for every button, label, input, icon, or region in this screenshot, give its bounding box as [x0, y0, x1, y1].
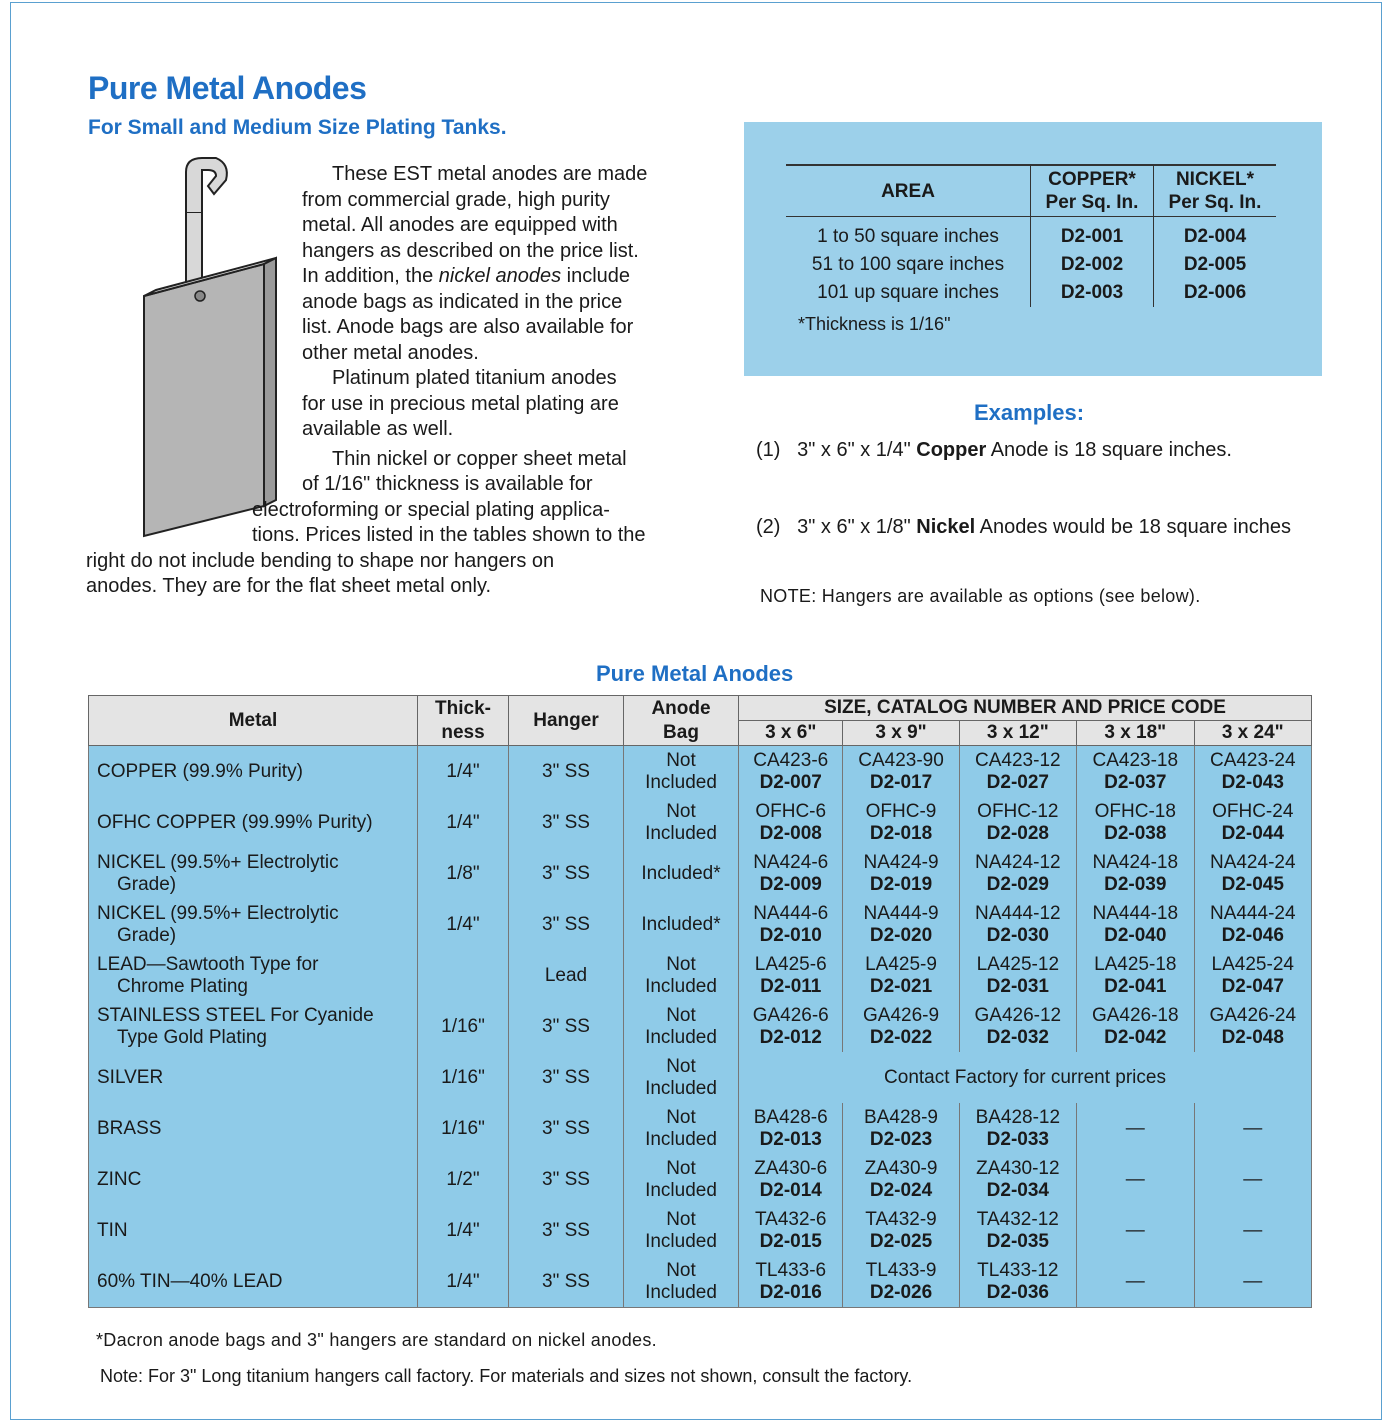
catalog-cell: GA426-12 D2-032 — [959, 1001, 1076, 1052]
hanger-cell: 3" SS — [509, 746, 624, 798]
catalog-cell: — — [1194, 1205, 1312, 1256]
catalog-cell: CA423-90 D2-017 — [843, 746, 959, 798]
catalog-cell: GA426-18 D2-042 — [1077, 1001, 1194, 1052]
catalog-cell: TL433-9 D2-026 — [843, 1256, 959, 1308]
nickel-header: NICKEL* Per Sq. In. — [1154, 165, 1277, 217]
example-2: (2) 3" x 6" x 1/8" Nickel Anodes would be 18 square inches — [756, 516, 1291, 538]
nickel-code: D2-005 — [1154, 251, 1277, 279]
catalog-cell: TA432-12 D2-035 — [959, 1205, 1076, 1256]
intro-line: for use in precious metal plating are — [302, 392, 619, 415]
anode-bag-cell: Not Included — [624, 1052, 739, 1103]
thickness-cell: 1/4" — [418, 899, 509, 950]
catalog-cell: CA423-12 D2-027 — [959, 746, 1076, 798]
catalog-cell: CA423-18 D2-037 — [1077, 746, 1194, 798]
metal-cell: 60% TIN—40% LEAD — [89, 1256, 418, 1308]
catalog-cell: — — [1077, 1256, 1194, 1308]
table-row — [89, 746, 1312, 798]
size-header: 3 x 24" — [1194, 721, 1312, 746]
metal-cell: NICKEL (99.5%+ Electrolytic Grade) — [89, 848, 418, 899]
size-header: 3 x 12" — [959, 721, 1076, 746]
examples-title: Examples: — [974, 400, 1085, 425]
intro-line: hangers as described on the price list. — [302, 239, 639, 262]
intro-line: right do not include bending to shape nor hangers on — [86, 549, 555, 572]
catalog-cell: CA423-6 D2-007 — [739, 746, 843, 798]
anode-bag-cell: Not Included — [624, 746, 739, 798]
copper-code: D2-001 — [1031, 217, 1154, 252]
catalog-cell: GA426-6 D2-012 — [739, 1001, 843, 1052]
thickness-cell: 1/4" — [418, 1256, 509, 1308]
thickness-cell: 1/4" — [418, 746, 509, 798]
intro-line: anode bags as indicated in the price — [302, 290, 623, 313]
anode-bag-cell: Included* — [624, 899, 739, 950]
thickness-cell: 1/2" — [418, 1154, 509, 1205]
catalog-cell: NA444-9 D2-020 — [843, 899, 959, 950]
intro-line: of 1/16" thickness is available for — [302, 473, 593, 495]
area-row — [786, 217, 1276, 252]
hangers-note: NOTE: Hangers are available as options (see below). — [760, 586, 1201, 606]
catalog-cell: BA428-9 D2-023 — [843, 1103, 959, 1154]
catalog-cell: NA424-6 D2-009 — [739, 848, 843, 899]
area-row — [786, 251, 1276, 279]
catalog-cell: OFHC-6 D2-008 — [739, 797, 843, 848]
hanger-cell: 3" SS — [509, 848, 624, 899]
thickness-cell: 1/16" — [418, 1103, 509, 1154]
size-header: 3 x 6" — [739, 721, 843, 746]
intro-text — [86, 162, 686, 600]
catalog-cell: OFHC-18 D2-038 — [1077, 797, 1194, 848]
page-subtitle: For Small and Medium Size Plating Tanks. — [88, 116, 507, 139]
thickness-cell — [418, 950, 509, 1001]
intro-line: anodes. They are for the flat sheet metal only. — [86, 575, 492, 597]
table-row — [89, 1001, 1312, 1052]
copper-code: D2-003 — [1031, 279, 1154, 307]
anode-bag-cell: Not Included — [624, 1103, 739, 1154]
anode-bag-cell: Not Included — [624, 797, 739, 848]
hanger-cell: Lead — [509, 950, 624, 1001]
footnote-bags: *Dacron anode bags and 3" hangers are standard on nickel anodes. — [96, 1330, 657, 1350]
intro-line: metal. All anodes are equipped with — [302, 214, 618, 236]
hanger-cell: 3" SS — [509, 1256, 624, 1308]
catalog-cell: — — [1194, 1256, 1312, 1308]
catalog-cell: — — [1194, 1154, 1312, 1205]
table-row — [89, 1205, 1312, 1256]
intro-line: In addition, the nickel anodes include — [302, 265, 631, 287]
intro-line: from commercial grade, high purity — [302, 188, 610, 211]
table-row — [89, 950, 1312, 1001]
table-row — [89, 899, 1312, 950]
catalog-cell: LA425-18 D2-041 — [1077, 950, 1194, 1001]
footnote-titanium: Note: For 3" Long titanium hangers call factory. For materials and sizes not shown, consult the factory. — [100, 1366, 913, 1386]
table-row — [89, 1052, 1312, 1103]
nickel-code: D2-004 — [1154, 217, 1277, 252]
hanger-cell: 3" SS — [509, 797, 624, 848]
catalog-cell: NA424-9 D2-019 — [843, 848, 959, 899]
catalog-cell: LA425-9 D2-021 — [843, 950, 959, 1001]
catalog-cell: LA425-6 D2-011 — [739, 950, 843, 1001]
anode-bag-cell: Not Included — [624, 1001, 739, 1052]
area-range: 51 to 100 sqare inches — [811, 254, 1005, 275]
catalog-cell: OFHC-9 D2-018 — [843, 797, 959, 848]
metal-cell: SILVER — [89, 1052, 418, 1103]
hanger-cell: 3" SS — [509, 899, 624, 950]
copper-code: D2-002 — [1031, 251, 1154, 279]
catalog-cell: TL433-12 D2-036 — [959, 1256, 1076, 1308]
catalog-cell: GA426-24 D2-048 — [1194, 1001, 1312, 1052]
intro-line: available as well. — [302, 418, 454, 440]
pure-metal-anodes-table — [88, 695, 1312, 1308]
anode-bag-cell: Included* — [624, 848, 739, 899]
catalog-cell: — — [1077, 1103, 1194, 1154]
catalog-cell: ZA430-12 D2-034 — [959, 1154, 1076, 1205]
table-row — [89, 1256, 1312, 1308]
catalog-cell: BA428-6 D2-013 — [739, 1103, 843, 1154]
catalog-cell: NA444-6 D2-010 — [739, 899, 843, 950]
catalog-cell: TA432-6 D2-015 — [739, 1205, 843, 1256]
copper-header: COPPER* Per Sq. In. — [1031, 165, 1154, 217]
area-header: AREA — [786, 165, 1031, 217]
anode-bag-cell: Not Included — [624, 1205, 739, 1256]
metal-cell: TIN — [89, 1205, 418, 1256]
intro-line: list. Anode bags are also available for — [302, 316, 634, 338]
area-row — [786, 279, 1276, 307]
hanger-header: Hanger — [509, 696, 624, 746]
area-footnote: *Thickness is 1/16" — [798, 314, 951, 334]
catalog-cell: LA425-24 D2-047 — [1194, 950, 1312, 1001]
contact-factory-cell: Contact Factory for current prices — [739, 1052, 1312, 1103]
thickness-cell: 1/4" — [418, 1205, 509, 1256]
catalog-cell: — — [1194, 1103, 1312, 1154]
intro-line: other metal anodes. — [302, 341, 479, 364]
catalog-cell: NA424-24 D2-045 — [1194, 848, 1312, 899]
catalog-cell: TL433-6 D2-016 — [739, 1256, 843, 1308]
area-price-table — [786, 164, 1276, 307]
catalog-cell: ZA430-9 D2-024 — [843, 1154, 959, 1205]
hanger-cell: 3" SS — [509, 1052, 624, 1103]
table-row — [89, 797, 1312, 848]
thickness-header: Thick- ness — [418, 696, 509, 746]
hanger-cell: 3" SS — [509, 1154, 624, 1205]
metal-cell: ZINC — [89, 1154, 418, 1205]
table-row — [89, 1103, 1312, 1154]
catalog-cell: TA432-9 D2-025 — [843, 1205, 959, 1256]
catalog-cell: GA426-9 D2-022 — [843, 1001, 959, 1052]
catalog-cell: NA424-12 D2-029 — [959, 848, 1076, 899]
metal-cell: BRASS — [89, 1103, 418, 1154]
catalog-cell: LA425-12 D2-031 — [959, 950, 1076, 1001]
catalog-cell: OFHC-12 D2-028 — [959, 797, 1076, 848]
catalog-cell: ZA430-6 D2-014 — [739, 1154, 843, 1205]
page-title: Pure Metal Anodes — [88, 70, 367, 106]
thickness-cell: 1/8" — [418, 848, 509, 899]
anode-bag-header: Anode Bag — [624, 696, 739, 746]
intro-line: These EST metal anodes are made — [332, 163, 648, 185]
table-row — [89, 1154, 1312, 1205]
metal-cell: LEAD—Sawtooth Type for Chrome Plating — [89, 950, 418, 1001]
thickness-cell: 1/4" — [418, 797, 509, 848]
intro-line: electroforming or special plating applica- — [252, 498, 610, 521]
hanger-cell: 3" SS — [509, 1103, 624, 1154]
anode-bag-cell: Not Included — [624, 950, 739, 1001]
hanger-cell: 3" SS — [509, 1205, 624, 1256]
size-group-header: SIZE, CATALOG NUMBER AND PRICE CODE — [739, 696, 1312, 721]
intro-line: Platinum plated titanium anodes — [332, 367, 617, 389]
metal-cell: STAINLESS STEEL For Cyanide Type Gold Plating — [89, 1001, 418, 1052]
catalog-cell: OFHC-24 D2-044 — [1194, 797, 1312, 848]
thickness-cell: 1/16" — [418, 1001, 509, 1052]
area-range: 101 up square inches — [817, 282, 999, 303]
nickel-code: D2-006 — [1154, 279, 1277, 307]
catalog-cell: — — [1077, 1205, 1194, 1256]
thickness-cell: 1/16" — [418, 1052, 509, 1103]
size-header: 3 x 9" — [843, 721, 959, 746]
area-range: 1 to 50 square inches — [817, 226, 999, 247]
main-table-title: Pure Metal Anodes — [596, 661, 794, 686]
table-row — [89, 848, 1312, 899]
intro-line: tions. Prices listed in the tables shown to the — [252, 524, 646, 546]
example-1: (1) 3" x 6" x 1/4" Copper Anode is 18 square inches. — [756, 439, 1232, 461]
metal-header: Metal — [89, 696, 418, 746]
catalog-cell: BA428-12 D2-033 — [959, 1103, 1076, 1154]
anode-bag-cell: Not Included — [624, 1154, 739, 1205]
catalog-cell: NA444-18 D2-040 — [1077, 899, 1194, 950]
catalog-cell: NA444-12 D2-030 — [959, 899, 1076, 950]
metal-cell: OFHC COPPER (99.99% Purity) — [89, 797, 418, 848]
intro-line: Thin nickel or copper sheet metal — [332, 447, 627, 470]
size-header: 3 x 18" — [1077, 721, 1194, 746]
metal-cell: COPPER (99.9% Purity) — [89, 746, 418, 798]
catalog-cell: — — [1077, 1154, 1194, 1205]
anode-bag-cell: Not Included — [624, 1256, 739, 1308]
hanger-cell: 3" SS — [509, 1001, 624, 1052]
catalog-cell: CA423-24 D2-043 — [1194, 746, 1312, 798]
metal-cell: NICKEL (99.5%+ Electrolytic Grade) — [89, 899, 418, 950]
catalog-cell: NA444-24 D2-046 — [1194, 899, 1312, 950]
catalog-cell: NA424-18 D2-039 — [1077, 848, 1194, 899]
